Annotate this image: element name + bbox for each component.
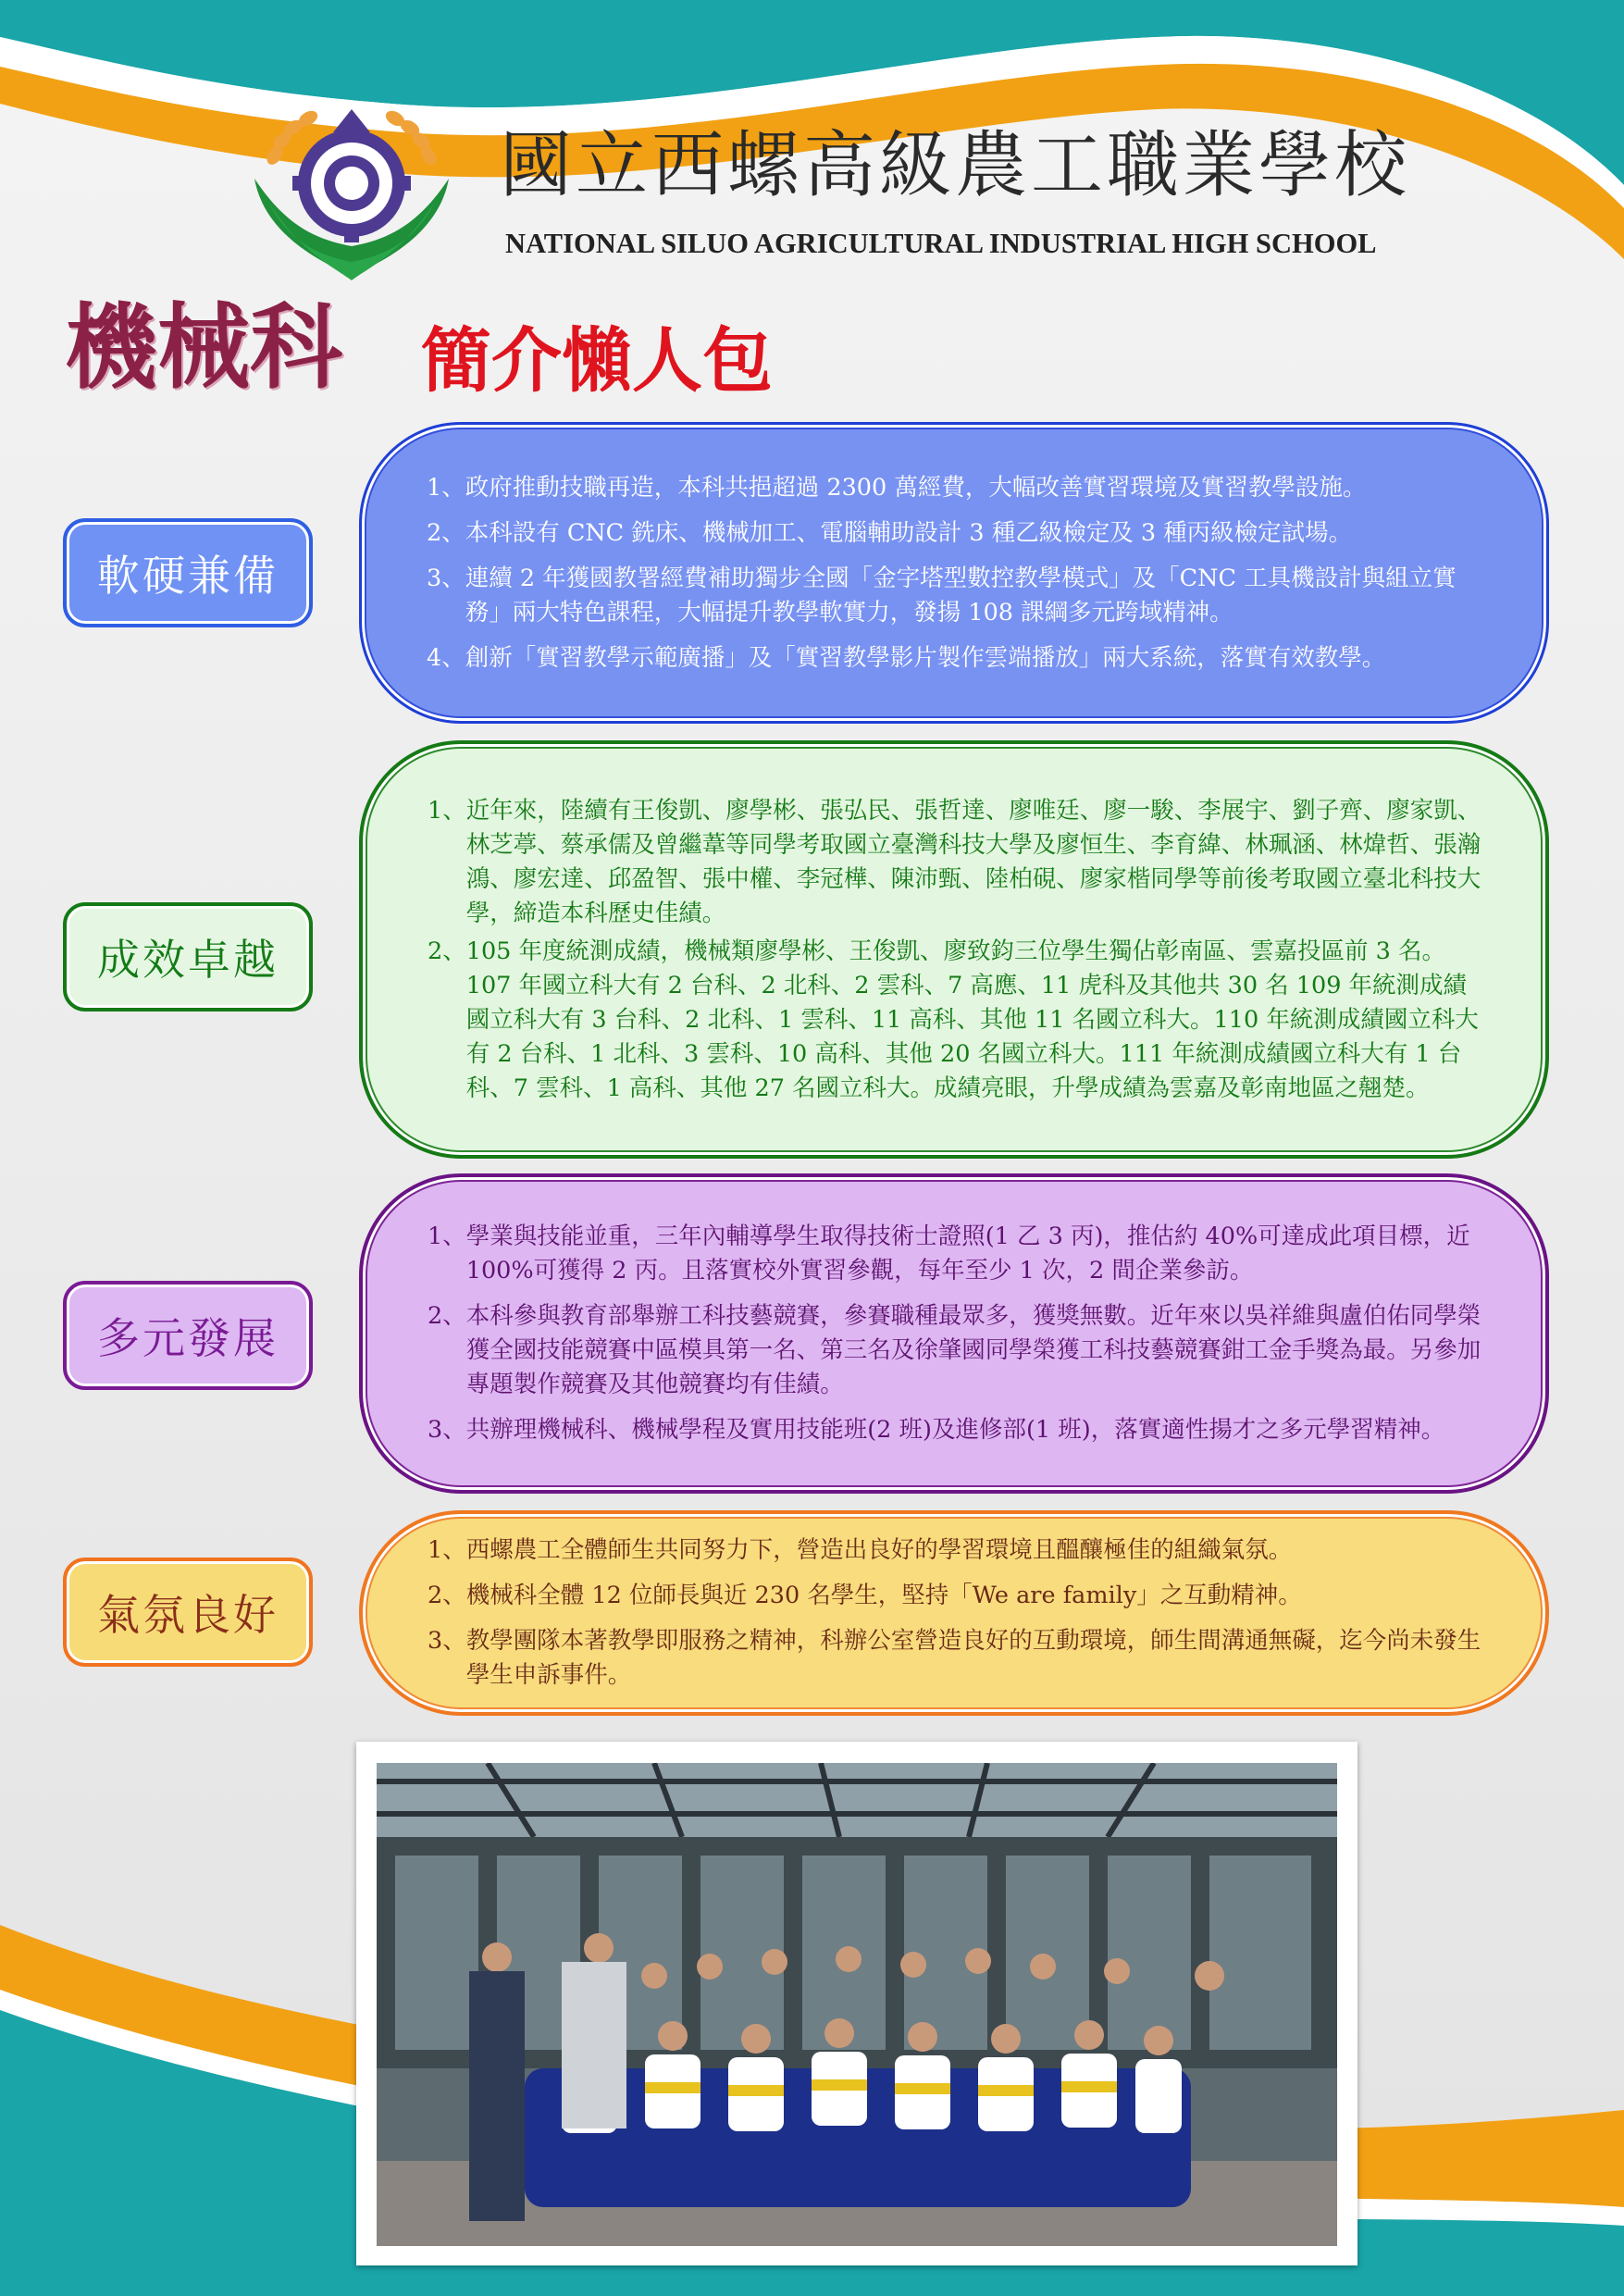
item-text: 學業與技能並重，三年內輔導學生取得技術士證照(1 乙 3 丙)，推估約 40%可達成此項目標，近 100%可獲得 2 丙。且落實校外實習參觀，每年至少 1 次，2 間企業參訪。: [465, 1222, 1470, 1285]
item-number: 2、: [428, 1582, 466, 1609]
list-item: [428, 1220, 1490, 1288]
section-box-hardware-software: [359, 422, 1549, 724]
item-text: 連續 2 年獲國教署經費補助獨步全國「金字塔型數控教學模式」及「CNC 工具機設計與組立實務」兩大特色課程，大幅提升教學軟實力，發揚 108 課綱多元跨域精神。: [465, 564, 1457, 627]
item-number: 1、: [428, 1222, 466, 1250]
section-box-good-atmosphere: [359, 1510, 1549, 1716]
list-item: [428, 1624, 1490, 1693]
item-text: 創新「實習教學示範廣播」及「實習教學影片製作雲端播放」兩大系統，落實有效教學。: [465, 643, 1386, 672]
page-subtitle: 簡介懶人包: [421, 319, 773, 402]
section-label-good-atmosphere: 氣氛良好: [63, 1558, 313, 1667]
item-text: 本科設有 CNC 銑床、機械加工、電腦輔助設計 3 種乙級檢定及 3 種丙級檢定試場。: [465, 518, 1353, 547]
item-number: 3、: [428, 1416, 466, 1444]
list-item: [428, 1579, 1490, 1613]
item-number: 2、: [428, 1302, 466, 1330]
list-item: [428, 794, 1490, 931]
list-item: [427, 562, 1491, 630]
item-number: 3、: [428, 1627, 466, 1655]
list-item: [427, 641, 1491, 676]
item-number: 1、: [427, 473, 465, 502]
list-item: [428, 1413, 1490, 1447]
section-label-outstanding-results: 成效卓越: [63, 902, 313, 1011]
item-text: 本科參與教育部舉辦工科技藝競賽，參賽職種最眾多，獲獎無數。近年來以吳祥維與盧伯佑同學榮獲全國技能競賽中區模具第一名、第三名及徐肇國同學榮獲工科技藝競賽鉗工金手獎為最。另參加專題製作競賽及其他競賽均有佳績。: [465, 1302, 1481, 1398]
item-number: 1、: [428, 1536, 466, 1564]
department-title: 機械科: [65, 292, 342, 402]
item-text: 西螺農工全體師生共同努力下，營造出良好的學習環境且醞釀極佳的組織氣氛。: [465, 1536, 1293, 1564]
item-text: 近年來，陸續有王俊凱、廖學彬、張弘民、張哲達、廖唯廷、廖一駿、李展宇、劉子齊、廖家凱、林芝葶、蔡承儒及曾繼葦等同學考取國立臺灣科技大學及廖恒生、李育緯、林珮涵、林煒哲、張瀚鴻、廖宏達、邱盈智、張中權、李冠樺、陳沛甄、陸柏硯、廖家楷同學等前後考取國立臺北科技大學，締造本科歷史佳績。: [465, 796, 1481, 927]
school-name-english: NATIONAL SILUO AGRICULTURAL INDUSTRIAL HIGH SCHOOL: [505, 228, 1377, 259]
section-label-diverse-development: 多元發展: [63, 1281, 313, 1390]
list-item: [427, 471, 1491, 505]
section-box-outstanding-results: [359, 740, 1549, 1159]
list-item: [428, 1299, 1490, 1402]
item-text: 機械科全體 12 位師長與近 230 名學生，堅持「We are family」之互動精神。: [465, 1582, 1302, 1609]
item-text: 政府推動技職再造，本科共挹超過 2300 萬經費，大幅改善實習環境及實習教學設施。: [465, 473, 1367, 502]
item-number: 4、: [427, 643, 465, 672]
item-text: 共辦理機械科、機械學程及實用技能班(2 班)及進修部(1 班)，落實適性揚才之多元學習精神。: [465, 1416, 1445, 1444]
list-item: [427, 516, 1491, 551]
item-text: 教學團隊本著教學即服務之精神，科辦公室營造良好的互動環境，師生間溝通無礙，迄今尚未發生學生申訴事件。: [465, 1627, 1481, 1689]
item-number: 2、: [428, 937, 466, 965]
item-text: 105 年度統測成績，機械類廖學彬、王俊凱、廖致鈞三位學生獨佔彰南區、雲嘉投區前 3 名。107 年國立科大有 2 台科、2 北科、2 雲科、7 高應、11 虎科及其他共 30 名 109 年統測成績國立科大有 3 台科、2 北科、1 雲科、11 高科、其他 11 名國立科大。110 年統測成績國立科大有 2 台科、1 北科、3 雲科、10 高科、其他 20 名國立科大。111 年統測成績國立科大有 1 台科、7 雲科、1 高科、其他 27 名國立科大。成績亮眼，升學成績為雲嘉及彰南地區之翹楚。: [465, 937, 1479, 1102]
item-number: 3、: [427, 564, 465, 592]
school-logo: [236, 91, 467, 290]
section-box-diverse-development: [359, 1173, 1549, 1494]
item-number: 1、: [428, 796, 466, 825]
item-number: 2、: [427, 518, 465, 547]
school-name-chinese: 國立西螺高級農工職業學校: [500, 124, 1411, 207]
list-item: [428, 935, 1490, 1106]
group-photo: [377, 1763, 1337, 2246]
list-item: [428, 1533, 1490, 1568]
section-label-hardware-software: 軟硬兼備: [63, 518, 313, 627]
